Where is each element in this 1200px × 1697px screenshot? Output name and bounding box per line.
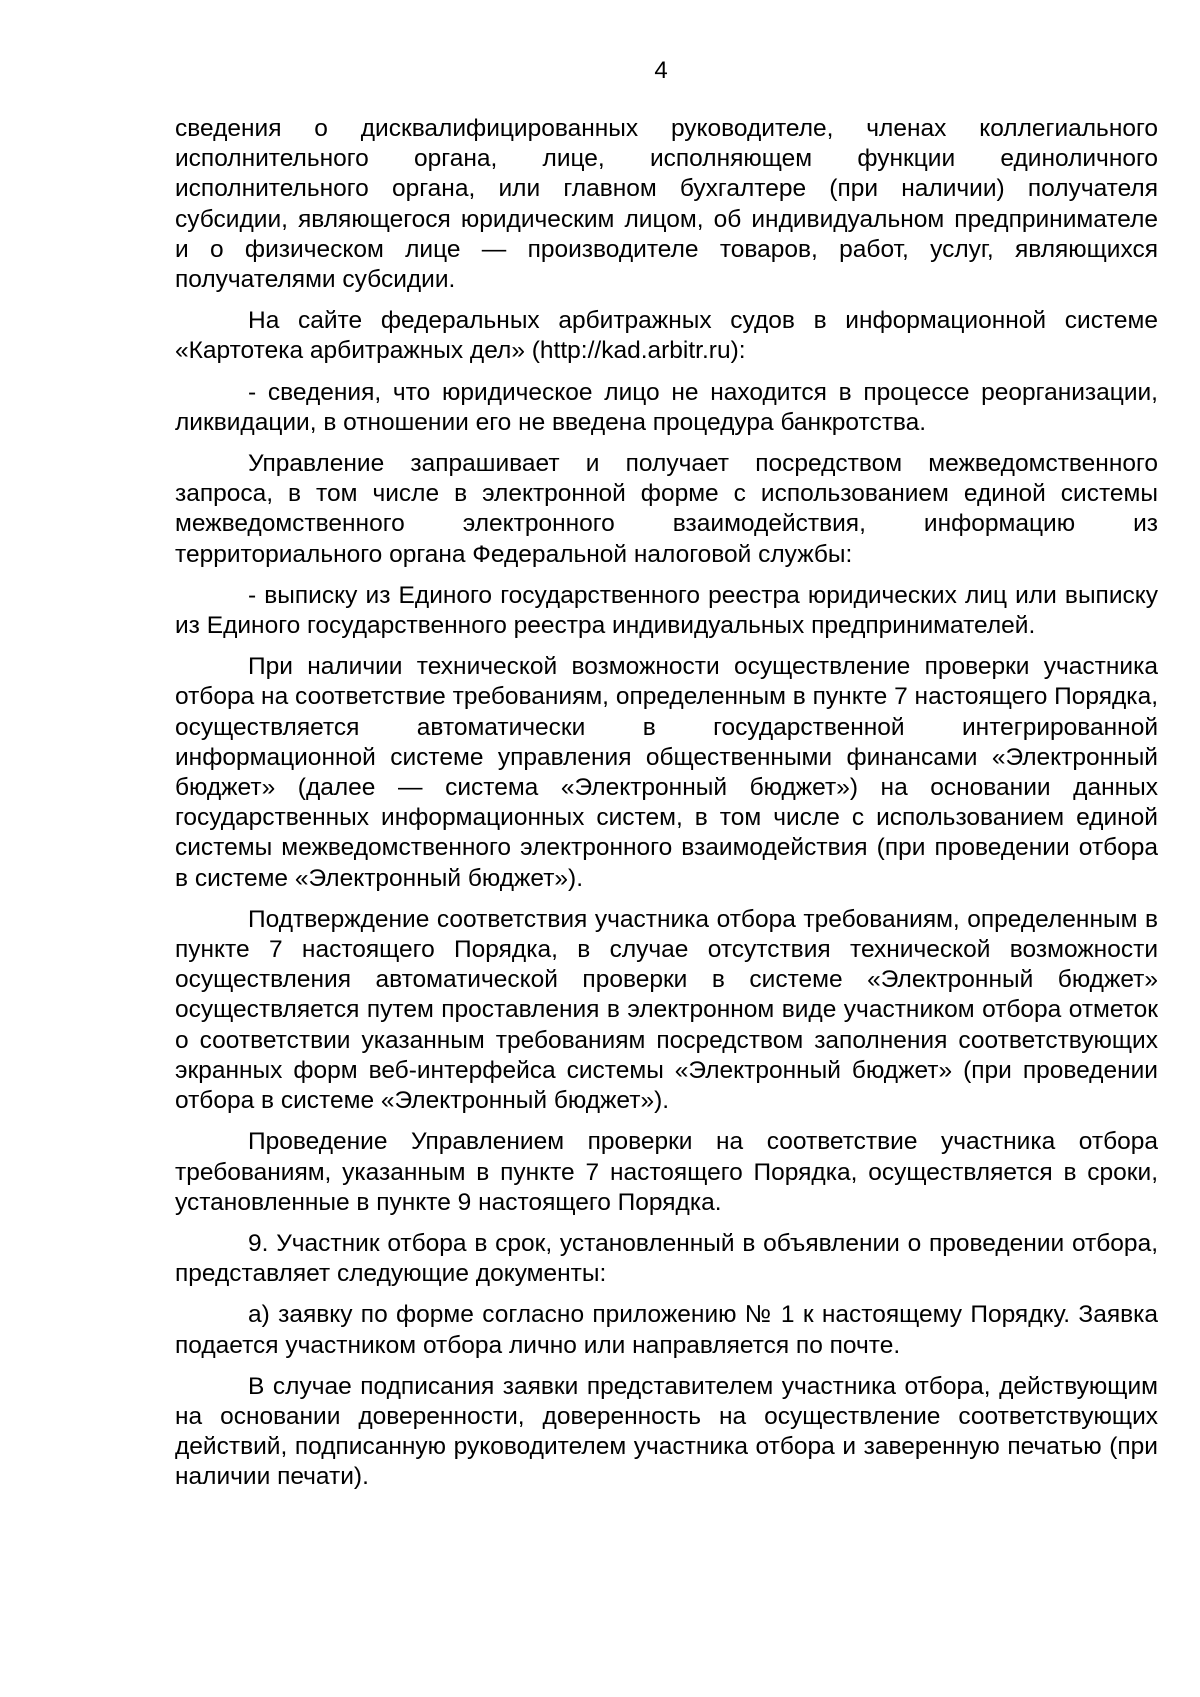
page-number: 4 [654,57,668,84]
paragraph-reorganization-info: - сведения, что юридическое лицо не находится в процессе реорганизации, ликвидации, в отношении его не введена процедура банкротства. [175,378,1158,436]
paragraph-automatic-check: При наличии технической возможности осуществление проверки участника отбора на соответствие требованиям, определенным в пункте 7 настоящего Порядка, осуществляется автоматически в государственной интегрированной информационной системе управления общественными финансами «Электронный бюджет» (далее — система «Электронный бюджет») на основании данных государственных информационных систем, в том числе с использованием единой системы межведомственного электронного взаимодействия (при проведении отбора в системе «Электронный бюджет»). [175,653,1158,892]
paragraph-arbitration-site: На сайте федеральных арбитражных судов в информационной системе «Картотека арбитражных дел» (http://kad.arbitr.ru): [175,307,1158,365]
paragraph-item-9a: а) заявку по форме согласно приложению № 1 к настоящему Порядку. Заявка подается участником отбора лично или направляется по почте. [175,1301,1158,1359]
paragraph-item-9: 9. Участник отбора в срок, установленный в объявлении о проведении отбора, представляет следующие документы: [175,1229,1158,1288]
paragraph-check-timing: Проведение Управлением проверки на соответствие участника отбора требованиям, указанным в пункте 7 настоящего Порядка, осуществляется в сроки, установленные в пункте 9 настоящего Порядка. [175,1128,1158,1216]
paragraph-disqualified-persons: сведения о дисквалифицированных руководителе, членах коллегиального исполнительного органа, лице, исполняющем функции единоличного исполнительного органа, или главном бухгалтере (при наличии) получателя субсидии, являющегося юридическим лицом, об индивидуальном предпринимателе и о физическом лице — производителе товаров, работ, услуг, являющихся получателями субсидии. [175,115,1158,294]
paragraph-power-of-attorney: В случае подписания заявки представителем участника отбора, действующим на основании доверенности, доверенность на осуществление соответствующих действий, подписанную руководителем участника отбора и заверенную печатью (при наличии печати). [175,1372,1158,1491]
paragraph-manual-confirmation: Подтверждение соответствия участника отбора требованиям, определенным в пункте 7 настоящего Порядка, в случае отсутствия технической возможности осуществления автоматической проверки в системе «Электронный бюджет» осуществляется путем проставления в электронном виде участником отбора отметок о соответствии указанным требованиям посредством заполнения соответствующих экранных форм веб-интерфейса системы «Электронный бюджет» (при проведении отбора в системе «Электронный бюджет»). [175,905,1158,1115]
document-body [175,114,1158,1504]
paragraph-registry-extract: - выписку из Единого государственного реестра юридических лиц или выписку из Единого государственного реестра индивидуальных предпринимателей. [175,581,1158,640]
paragraph-interagency-request: Управление запрашивает и получает посредством межведомственного запроса, в том числе в электронной форме с использованием единой системы межведомственного электронного взаимодействия, информацию из территориального органа Федеральной налоговой службы: [175,450,1158,568]
